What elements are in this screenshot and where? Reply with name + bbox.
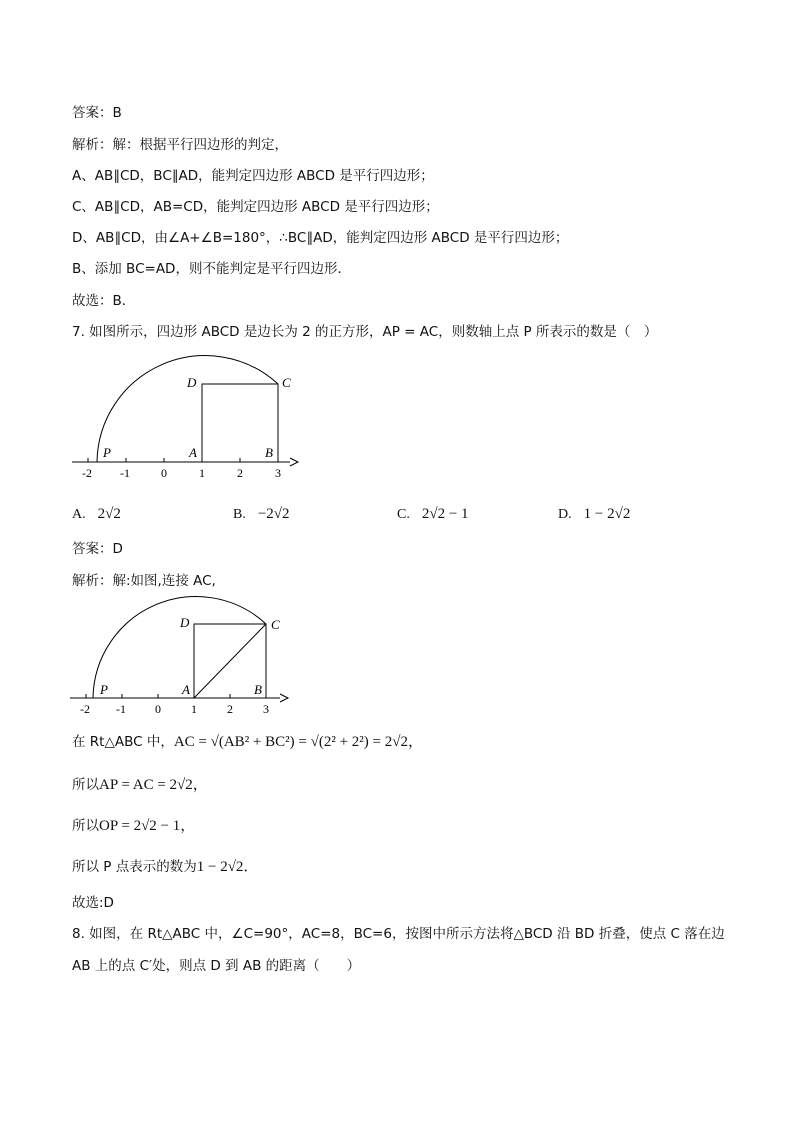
label-p: P (103, 445, 111, 460)
number-line-arrow-icon (280, 694, 288, 702)
q7-step4 (72, 858, 258, 876)
option-expr: 2√2 − 1 (421, 506, 469, 522)
tick-label: -1 (120, 466, 130, 480)
q8-stem-line2: AB 上的点 C′处，则点 D 到 AB 的距离（ ） (72, 958, 361, 974)
tick-label: -1 (116, 702, 126, 716)
tick-label: 0 (161, 466, 167, 480)
q7-answer: 答案：D (72, 541, 123, 557)
tick-label: 1 (191, 702, 197, 716)
step-text: 所以 P 点表示的数为 (72, 859, 197, 875)
option-d (558, 505, 630, 524)
q7-step2 (72, 776, 208, 794)
label-p: P (100, 682, 108, 697)
q7-choose: 故选:D (72, 895, 114, 911)
q7-solution-figure (64, 592, 296, 722)
q6-answer: 答案：B (72, 105, 122, 121)
option-letter: D. (558, 507, 572, 522)
q6-choose: 故选：B． (72, 293, 136, 309)
q7-step3 (72, 817, 195, 835)
option-letter: C. (397, 507, 410, 522)
option-letter: A. (72, 507, 86, 522)
option-letter: B. (233, 507, 246, 522)
q8-stem-line1: 8. 如图，在 Rt△ABC 中，∠C=90°，AC=8，BC=6，按图中所示方法将△BCD 沿 BD 折叠，使点 C 落在边 (72, 926, 725, 942)
tick-label: 2 (237, 466, 243, 480)
step-expression: OP = 2√2 − 1， (99, 818, 196, 834)
q7-analysis-intro: 解析：解:如图,连接 AC, (72, 573, 216, 589)
q6-line-a: A、AB∥CD，BC∥AD，能判定四边形 ABCD 是平行四边形； (72, 168, 434, 184)
q6-analysis-intro: 解析：解：根据平行四边形的判定， (72, 137, 288, 153)
step-expression: AP = AC = 2√2， (99, 777, 208, 793)
step-text: 所以 (72, 777, 99, 793)
q6-line-d: D、AB∥CD，由∠A+∠B=180°，∴BC∥AD，能判定四边形 ABCD 是平行四边形； (72, 230, 569, 246)
q7-figure (66, 346, 306, 481)
q6-line-b: B、添加 BC=AD，则不能判定是平行四边形． (72, 261, 351, 277)
tick-label: 2 (227, 702, 233, 716)
number-line-arrow-icon (290, 458, 298, 466)
tick-label: -2 (80, 702, 90, 716)
label-c: C (282, 375, 291, 390)
option-b (233, 505, 290, 524)
option-expr: −2√2 (257, 506, 290, 522)
label-b: B (254, 682, 262, 697)
option-a (72, 505, 121, 524)
option-expr: 2√2 (97, 506, 121, 522)
tick-label: -2 (82, 466, 92, 480)
label-d: D (180, 615, 190, 630)
q7-step1 (72, 733, 423, 751)
tick-label: 3 (275, 466, 281, 480)
arc-pc (93, 597, 266, 698)
tick-label: 3 (263, 702, 269, 716)
tick-label: 0 (155, 702, 161, 716)
step-text: 在 Rt△ABC 中， (72, 734, 174, 750)
option-c (397, 505, 469, 524)
label-b: B (265, 445, 273, 460)
label-a: A (182, 682, 190, 697)
q7-stem: 7. 如图所示，四边形 ABCD 是边长为 2 的正方形，AP = AC，则数轴上点 P 所表示的数是（ ） (72, 324, 658, 340)
label-a: A (189, 445, 197, 460)
option-expr: 1 − 2√2 (583, 506, 631, 522)
q6-line-c: C、AB∥CD，AB=CD，能判定四边形 ABCD 是平行四边形； (72, 199, 439, 215)
label-c: C (271, 617, 280, 632)
step-expression: AC = √(AB² + BC²) = √(2² + 2²) = 2√2， (173, 734, 423, 750)
step-text: 所以 (72, 818, 99, 834)
step-expression: 1 − 2√2． (196, 859, 259, 875)
label-d: D (187, 375, 197, 390)
tick-label: 1 (199, 466, 205, 480)
arc-pc (97, 356, 278, 462)
